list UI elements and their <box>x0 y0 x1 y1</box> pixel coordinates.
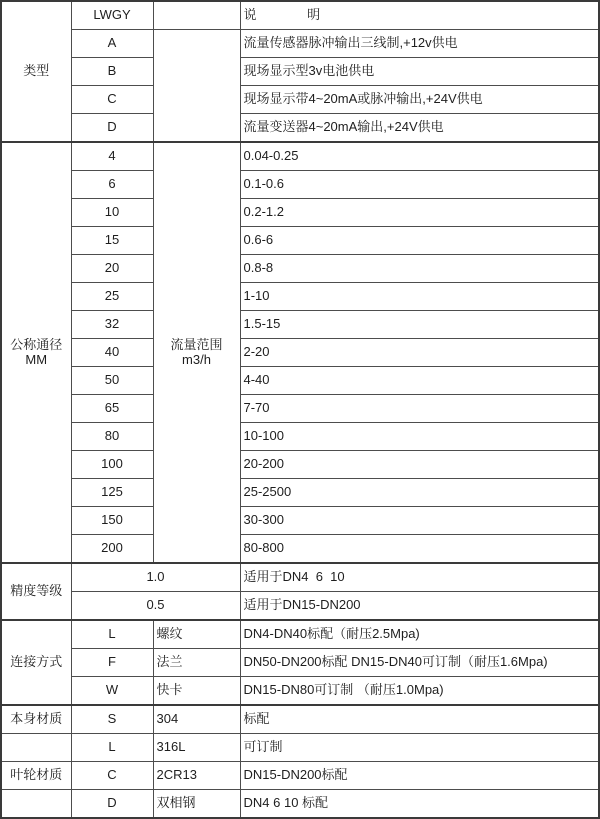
model-code-cell: LWGY <box>71 1 153 30</box>
dn-cell: 32 <box>71 311 153 339</box>
diameter-row <box>1 423 599 451</box>
dn-cell: 65 <box>71 395 153 423</box>
type-section-label: 类型 <box>1 1 71 142</box>
flow-range-line2: m3/h <box>182 351 211 367</box>
dn-cell: 80 <box>71 423 153 451</box>
type-code-cell: A <box>71 30 153 58</box>
diameter-row <box>1 199 599 227</box>
type-desc-cell: 现场显示带4~20mA或脉冲输出,+24V供电 <box>240 86 599 114</box>
type-desc-cell: 流量传感器脉冲输出三线制,+12v供电 <box>240 30 599 58</box>
connection-code-cell: F <box>71 649 153 677</box>
range-cell: 30-300 <box>240 507 599 535</box>
dn-cell: 125 <box>71 479 153 507</box>
diameter-label-line1: 公称通径 <box>10 336 63 352</box>
diameter-row <box>1 367 599 395</box>
dn-cell: 200 <box>71 535 153 564</box>
dn-cell: 25 <box>71 283 153 311</box>
impeller-material-row <box>1 762 599 790</box>
connection-row <box>1 649 599 677</box>
description-header-cell: 说 明 <box>240 1 599 30</box>
accuracy-desc-cell: 适用于DN4 6 10 <box>240 563 599 592</box>
range-cell: 4-40 <box>240 367 599 395</box>
diameter-row <box>1 283 599 311</box>
dn-cell: 100 <box>71 451 153 479</box>
type-row <box>1 58 599 86</box>
diameter-row <box>1 255 599 283</box>
impeller-desc-cell: DN4 6 10 标配 <box>240 790 599 819</box>
accuracy-row <box>1 592 599 621</box>
impeller-material-row <box>1 734 599 762</box>
impeller-code-cell: C <box>71 762 153 790</box>
type-row <box>1 114 599 143</box>
impeller-code-cell: L <box>71 734 153 762</box>
range-cell: 7-70 <box>240 395 599 423</box>
range-cell: 25-2500 <box>240 479 599 507</box>
empty-cell <box>153 1 240 30</box>
impeller-material-section-label: 叶轮材质 <box>1 762 71 790</box>
impeller-desc-cell: DN15-DN200标配 <box>240 762 599 790</box>
diameter-row <box>1 479 599 507</box>
dn-cell: 50 <box>71 367 153 395</box>
range-cell: 0.04-0.25 <box>240 142 599 171</box>
diameter-row <box>1 451 599 479</box>
dn-cell: 6 <box>71 171 153 199</box>
range-cell: 1-10 <box>240 283 599 311</box>
diameter-row <box>1 395 599 423</box>
accuracy-row <box>1 563 599 592</box>
body-material-name-cell: 304 <box>153 705 240 734</box>
impeller-material-row <box>1 790 599 819</box>
type-code-cell: C <box>71 86 153 114</box>
diameter-label-line2: MM <box>25 351 48 367</box>
impeller-name-cell: 双相钢 <box>153 790 240 819</box>
type-desc-cell: 流量变送器4~20mA输出,+24V供电 <box>240 114 599 143</box>
dn-cell: 4 <box>71 142 153 171</box>
impeller-name-cell: 316L <box>153 734 240 762</box>
dn-cell: 15 <box>71 227 153 255</box>
connection-desc-cell: DN50-DN200标配 DN15-DN40可订制（耐压1.6Mpa) <box>240 649 599 677</box>
empty-cell <box>153 30 240 143</box>
body-material-section-label: 本身材质 <box>1 705 71 734</box>
range-cell: 0.2-1.2 <box>240 199 599 227</box>
accuracy-section-label: 精度等级 <box>1 563 71 620</box>
connection-code-cell: L <box>71 620 153 649</box>
empty-label-cell <box>1 790 71 819</box>
range-cell: 2-20 <box>240 339 599 367</box>
diameter-section-label <box>1 142 71 563</box>
diameter-row <box>1 535 599 564</box>
type-code-cell: D <box>71 114 153 143</box>
diameter-row <box>1 142 599 171</box>
type-code-cell: B <box>71 58 153 86</box>
dn-cell: 150 <box>71 507 153 535</box>
dn-cell: 20 <box>71 255 153 283</box>
flow-range-line1: 流量范围 <box>170 336 223 352</box>
impeller-desc-cell: 可订制 <box>240 734 599 762</box>
flow-range-label <box>153 142 240 563</box>
body-material-desc-cell: 标配 <box>240 705 599 734</box>
dn-cell: 10 <box>71 199 153 227</box>
diameter-row <box>1 171 599 199</box>
accuracy-desc-cell: 适用于DN15-DN200 <box>240 592 599 621</box>
type-row <box>1 30 599 58</box>
range-cell: 0.1-0.6 <box>240 171 599 199</box>
range-cell: 80-800 <box>240 535 599 564</box>
diameter-row <box>1 311 599 339</box>
impeller-name-cell: 2CR13 <box>153 762 240 790</box>
accuracy-grade-cell: 0.5 <box>71 592 240 621</box>
impeller-code-cell: D <box>71 790 153 819</box>
body-material-code-cell: S <box>71 705 153 734</box>
connection-desc-cell: DN15-DN80可订制 （耐压1.0Mpa) <box>240 677 599 706</box>
range-cell: 1.5-15 <box>240 311 599 339</box>
range-cell: 10-100 <box>240 423 599 451</box>
range-cell: 20-200 <box>240 451 599 479</box>
connection-section-label: 连接方式 <box>1 620 71 705</box>
diameter-row <box>1 507 599 535</box>
connection-desc-cell: DN4-DN40标配（耐压2.5Mpa) <box>240 620 599 649</box>
type-desc-cell: 现场显示型3v电池供电 <box>240 58 599 86</box>
connection-name-cell: 法兰 <box>153 649 240 677</box>
empty-label-cell <box>1 734 71 762</box>
diameter-row <box>1 339 599 367</box>
connection-name-cell: 快卡 <box>153 677 240 706</box>
type-header-row <box>1 1 599 30</box>
body-material-row <box>1 705 599 734</box>
range-cell: 0.6-6 <box>240 227 599 255</box>
connection-row <box>1 620 599 649</box>
diameter-row <box>1 227 599 255</box>
connection-name-cell: 螺纹 <box>153 620 240 649</box>
connection-code-cell: W <box>71 677 153 706</box>
range-cell: 0.8-8 <box>240 255 599 283</box>
accuracy-grade-cell: 1.0 <box>71 563 240 592</box>
type-row <box>1 86 599 114</box>
connection-row <box>1 677 599 706</box>
dn-cell: 40 <box>71 339 153 367</box>
